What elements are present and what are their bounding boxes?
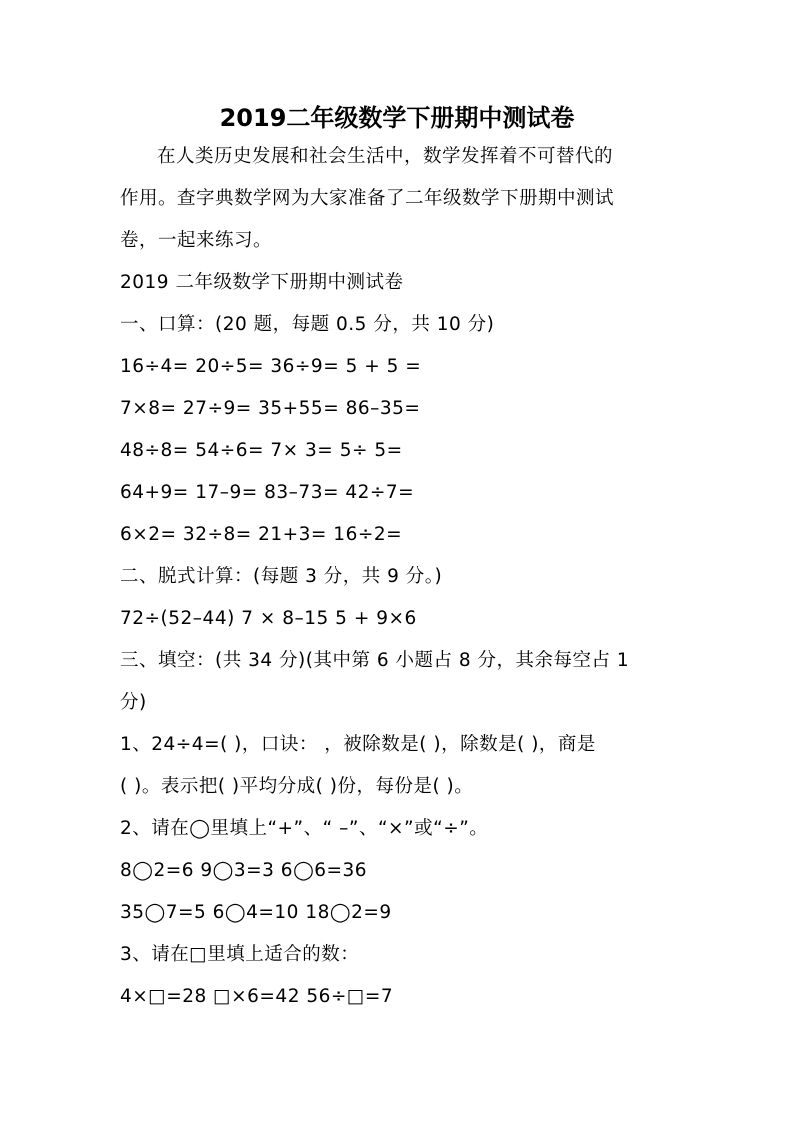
intro-line-2: 作用。查字典数学网为大家准备了二年级数学下册期中测试 bbox=[120, 188, 615, 209]
oral-calc-row-2: 7×8= 27÷9= 35+55= 86–35= bbox=[120, 398, 421, 419]
oral-calc-row-1: 16÷4= 20÷5= 36÷9= 5 + 5 = bbox=[120, 356, 422, 377]
fill-question-3-heading: 3、请在□里填上适合的数： bbox=[120, 944, 360, 965]
section-3-heading: 三、填空：(共 34 分)(其中第 6 小题占 8 分，其余每空占 1 bbox=[120, 650, 630, 671]
oral-calc-row-3: 48÷8= 54÷6= 7× 3= 5÷ 5= bbox=[120, 440, 403, 461]
section-2-heading: 二、脱式计算：(每题 3 分，共 9 分。) bbox=[120, 566, 443, 587]
section-1-heading: 一、口算：(20 题，每题 0.5 分，共 10 分) bbox=[120, 314, 495, 335]
oral-calc-row-5: 6×2= 32÷8= 21+3= 16÷2= bbox=[120, 524, 403, 545]
box-fill-row: 4×□=28 □×6=42 56÷□=7 bbox=[120, 986, 394, 1007]
fill-question-2-heading: 2、请在◯里填上“+”、“ –”、“×”或“÷”。 bbox=[120, 818, 489, 839]
subtitle-line: 2019 二年级数学下册期中测试卷 bbox=[120, 272, 404, 293]
oral-calc-row-4: 64+9= 17–9= 83–73= 42÷7= bbox=[120, 482, 415, 503]
operator-row-2: 35◯7=5 6◯4=10 18◯2=9 bbox=[120, 902, 392, 923]
intro-line-3: 卷，一起来练习。 bbox=[120, 230, 273, 251]
document-title: 2019二年级数学下册期中测试卷 bbox=[219, 104, 575, 132]
fill-question-1-line-1: 1、24÷4=( )，口诀： ，被除数是( )，除数是( )，商是 bbox=[120, 734, 596, 755]
intro-line-1: 在人类历史发展和社会生活中，数学发挥着不可替代的 bbox=[157, 146, 614, 167]
section-3-heading-cont: 分) bbox=[120, 692, 147, 713]
stepwise-calc-row: 72÷(52–44) 7 × 8–15 5 + 9×6 bbox=[120, 608, 417, 629]
operator-row-1: 8◯2=6 9◯3=3 6◯6=36 bbox=[120, 860, 368, 881]
fill-question-1-line-2: ( )。表示把( )平均分成( )份，每份是( )。 bbox=[120, 776, 474, 797]
